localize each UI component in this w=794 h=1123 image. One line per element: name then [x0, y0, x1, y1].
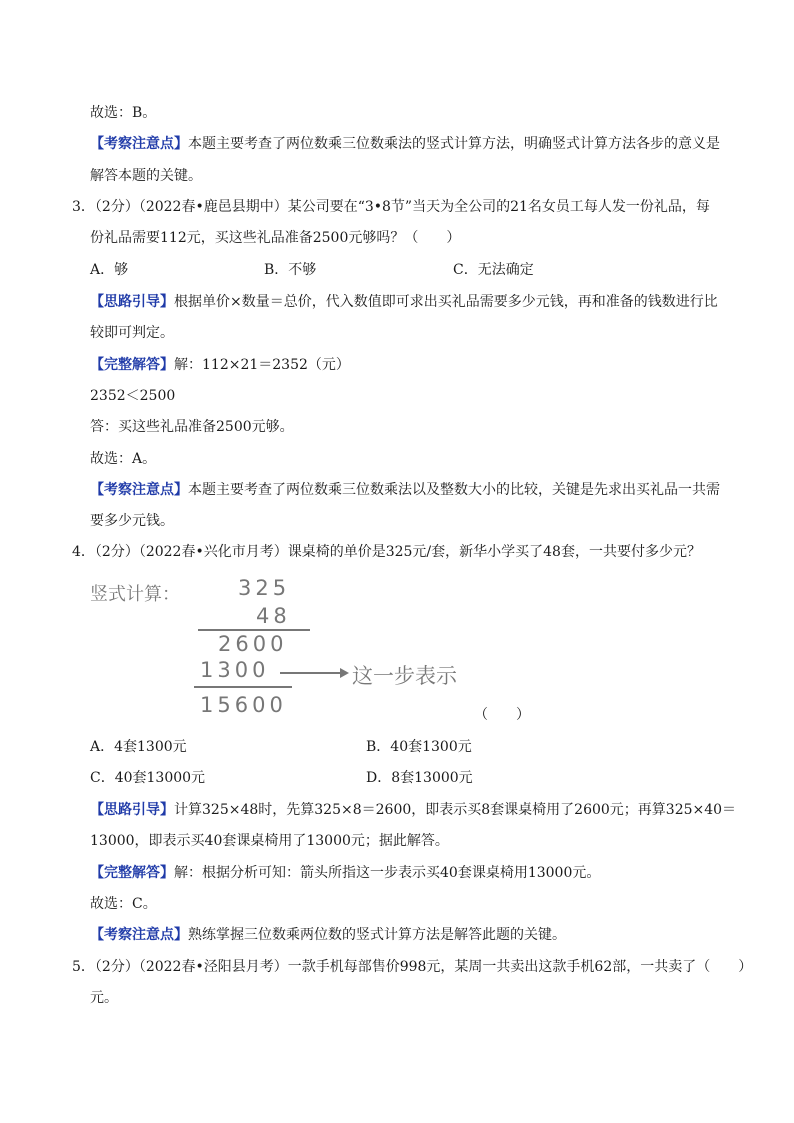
- q2-note-text: 本题主要考查了两位数乘三位数乘法的竖式计算方法，明确竖式计算方法各步的意义是: [188, 136, 720, 152]
- calc-arrow-line: [280, 672, 340, 674]
- q3-note-line1: [90, 481, 720, 499]
- q3-option-b: B．不够: [264, 262, 317, 278]
- q4-answer-paren: （ ）: [474, 707, 530, 723]
- q3-hint-tag: 【思路引导】: [90, 294, 174, 310]
- q3-sol-line1: [90, 356, 350, 374]
- q4-option-a: A．4套1300元: [90, 739, 187, 755]
- q3-answer: 故选：A。: [90, 451, 157, 467]
- q2-note-line1: [90, 135, 720, 153]
- q4-note-text: 熟练掌握三位数乘两位数的竖式计算方法是解答此题的关键。: [188, 927, 566, 943]
- q4-answer: 故选：C。: [90, 896, 157, 912]
- q4-hint-tag: 【思路引导】: [90, 802, 174, 818]
- calc-rule-1: [198, 629, 310, 631]
- q3-option-a: A．够: [90, 262, 129, 278]
- q4-vertical-calculation-figure: [90, 574, 510, 724]
- q3-note-text: 本题主要考查了两位数乘三位数乘法以及整数大小的比较，关键是先求出买礼品一共需: [188, 482, 720, 498]
- q2-note-tag: 【考察注意点】: [90, 136, 188, 152]
- q3-option-c: C．无法确定: [453, 262, 534, 278]
- q3-sol-tag: 【完整解答】: [90, 357, 174, 373]
- q3-hint-text: 根据单价×数量＝总价，代入数值即可求出买礼品需要多少元钱，再和准备的钱数进行比: [174, 294, 718, 310]
- q3-hint-line1: [90, 293, 718, 311]
- q4-note-tag: 【考察注意点】: [90, 927, 188, 943]
- calc-product: 15600: [200, 693, 287, 717]
- q4-option-c: C．40套13000元: [90, 770, 206, 786]
- q4-hint-text: 计算325×48时，先算325×8＝2600，即表示买8套课桌椅用了2600元；再算325×40＝: [174, 802, 737, 818]
- q3-stem-line1: 3．（2分）（2022春•鹿邑县期中）某公司要在“3•8节”当天为全公司的21名女员工每人发一份礼品，每: [72, 199, 710, 215]
- q3-sol-line3: 答：买这些礼品准备2500元够。: [90, 419, 294, 435]
- q3-note-line2: 要多少元钱。: [90, 513, 174, 529]
- q4-option-b: B．40套1300元: [366, 739, 472, 755]
- calc-partial-2: 1300: [200, 658, 270, 682]
- calc-label: 竖式计算：: [90, 584, 180, 605]
- q4-stem: 4．（2分）（2022春•兴化市月考）课桌椅的单价是325元/套，新华小学买了48套，一共要付多少元？: [72, 544, 701, 560]
- q2-note-line2: 解答本题的关键。: [90, 168, 202, 184]
- q3-sol-text: 解：112×21＝2352（元）: [174, 357, 350, 373]
- calc-arrow-text: 这一步表示: [352, 664, 457, 688]
- q4-sol-text: 解：根据分析可知：箭头所指这一步表示买40套课桌椅用13000元。: [174, 865, 601, 881]
- q3-note-tag: 【考察注意点】: [90, 482, 188, 498]
- q2-answer: 故选：B。: [90, 105, 157, 121]
- q3-stem-line2: 份礼品需要112元，买这些礼品准备2500元够吗？（ ）: [90, 230, 461, 246]
- q4-sol-line1: [90, 864, 600, 882]
- q4-hint-line2: 13000，即表示买40套课桌椅用了13000元；据此解答。: [90, 833, 449, 849]
- q3-sol-line2: 2352＜2500: [90, 388, 176, 404]
- q4-option-d: D．8套13000元: [366, 770, 473, 786]
- calc-multiplier: 48: [256, 604, 291, 628]
- q4-sol-tag: 【完整解答】: [90, 865, 174, 881]
- q4-hint-line1: [90, 801, 736, 819]
- calc-multiplicand: 325: [238, 576, 291, 600]
- calc-partial-1: 2600: [218, 632, 288, 656]
- arrow-right-icon: [340, 668, 349, 678]
- q3-hint-line2: 较即可判定。: [90, 325, 174, 341]
- q5-stem-line2: 元。: [90, 990, 118, 1006]
- q4-note-line1: [90, 926, 566, 944]
- q5-stem-line1: 5．（2分）（2022春•泾阳县月考）一款手机每部售价998元，某周一共卖出这款手机62部，一共卖了（ ）: [72, 959, 753, 975]
- calc-rule-2: [194, 686, 292, 688]
